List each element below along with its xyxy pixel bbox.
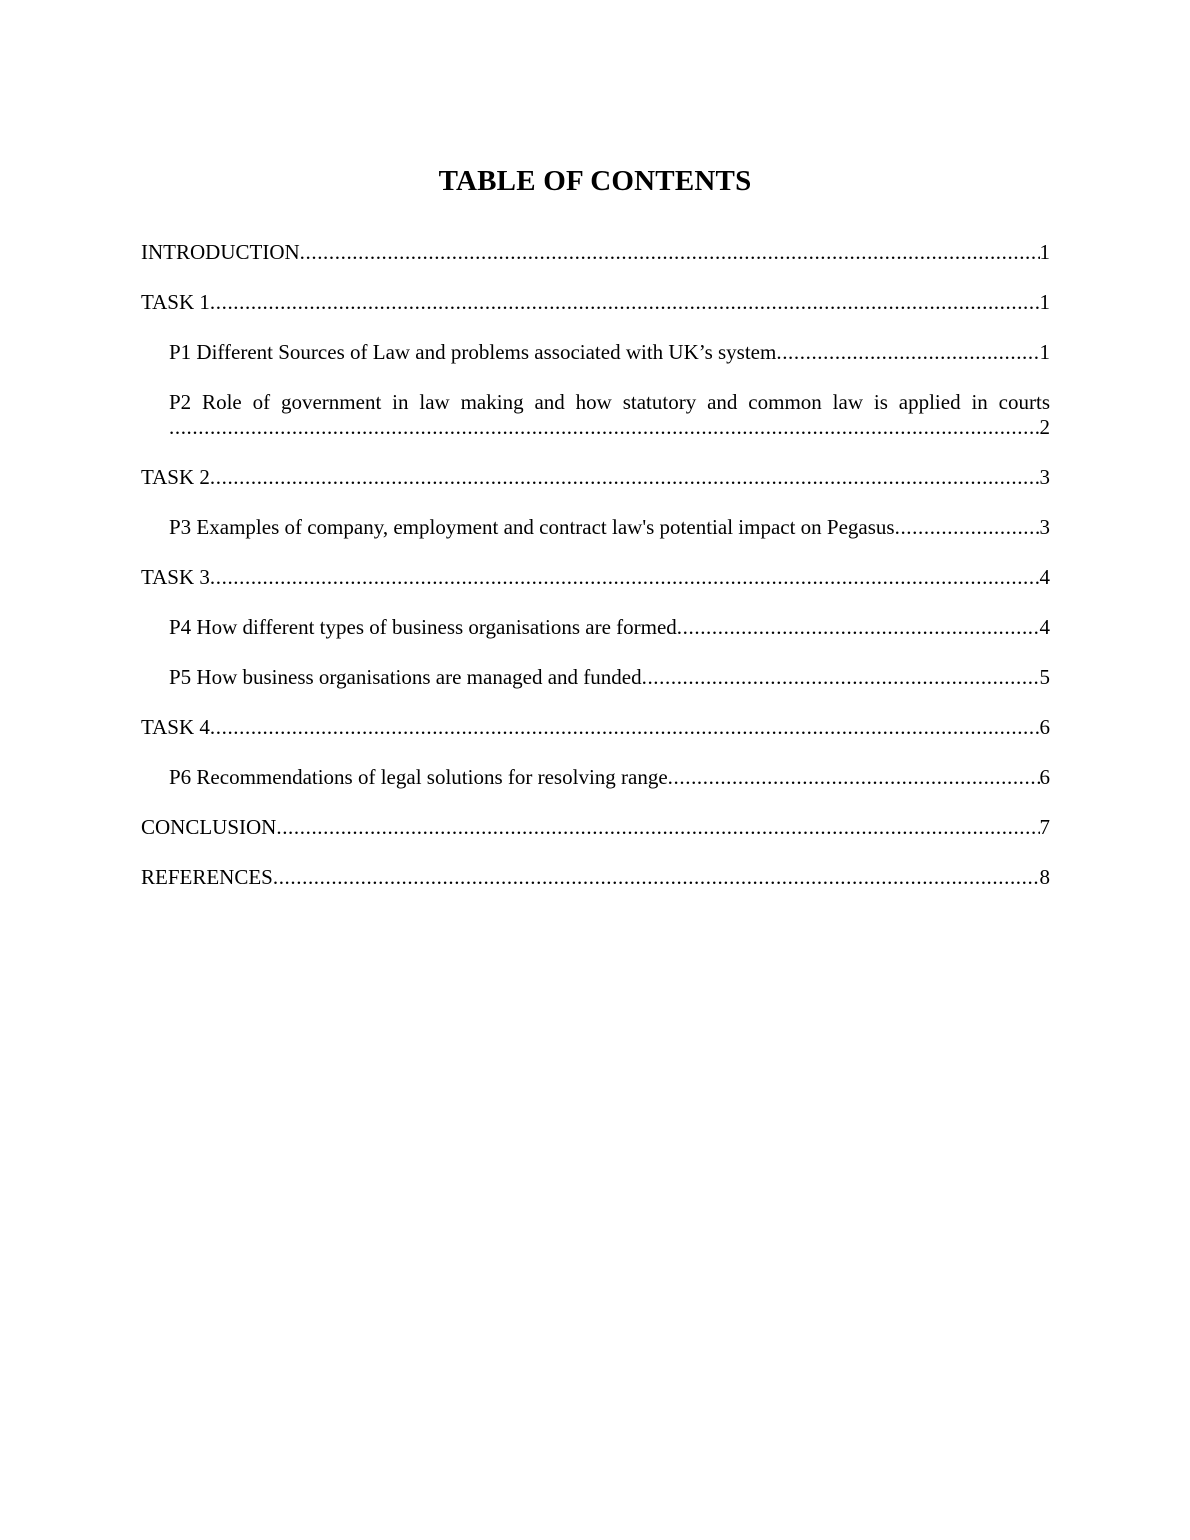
toc-entry-introduction[interactable] <box>141 240 1050 265</box>
toc-entry-label: TASK 2 <box>141 465 210 489</box>
toc-entry-label: TASK 1 <box>141 290 210 314</box>
toc-entry-label: P4 How different types of business organisations are formed <box>169 615 677 639</box>
toc-entry-label: P3 Examples of company, employment and contract law's potential impact on Pegasus <box>169 515 895 539</box>
toc-entry-task-4[interactable] <box>141 715 1050 740</box>
dot-leader <box>210 565 1040 590</box>
toc-entry-page: 8 <box>1039 865 1050 889</box>
toc-entry-page: 2 <box>1039 415 1050 439</box>
toc-list <box>141 240 1050 915</box>
dot-leader <box>169 415 1040 440</box>
dot-leader <box>210 465 1040 490</box>
toc-entry-label: TASK 3 <box>141 565 210 589</box>
dot-leader <box>273 865 1040 890</box>
toc-entry-page: 4 <box>1039 565 1050 589</box>
toc-entry-page: 1 <box>1039 240 1050 264</box>
toc-entry-task-3[interactable] <box>141 565 1050 590</box>
toc-entry-label: TASK 4 <box>141 715 210 739</box>
toc-entry-page: 7 <box>1039 815 1050 839</box>
dot-leader <box>677 615 1040 640</box>
toc-entry-task-1[interactable] <box>141 290 1050 315</box>
toc-entry-label: REFERENCES <box>141 865 273 889</box>
toc-entry-page: 6 <box>1039 715 1050 739</box>
toc-entry-label: P1 Different Sources of Law and problems associated with UK’s system <box>169 340 777 364</box>
toc-entry-page: 6 <box>1039 765 1050 789</box>
toc-entry-page: 1 <box>1039 290 1050 314</box>
toc-entry-p4[interactable] <box>141 615 1050 640</box>
dot-leader <box>276 815 1039 840</box>
dot-leader <box>210 715 1040 740</box>
dot-leader <box>210 290 1040 315</box>
toc-title: TABLE OF CONTENTS <box>438 165 752 197</box>
toc-entry-conclusion[interactable] <box>141 815 1050 840</box>
toc-entry-label: P6 Recommendations of legal solutions for resolving range <box>169 765 668 789</box>
toc-entry-page: 5 <box>1039 665 1050 689</box>
toc-entry-label: INTRODUCTION <box>141 240 300 264</box>
dot-leader <box>668 765 1040 790</box>
toc-entry-p3[interactable] <box>141 515 1050 540</box>
dot-leader <box>776 340 1039 365</box>
toc-entry-page: 4 <box>1039 615 1050 639</box>
toc-entry-p2[interactable] <box>141 390 1050 440</box>
toc-entry-label: P2 Role of government in law making and how statutory and common law is applied in courts <box>169 390 1050 414</box>
toc-entry-page: 3 <box>1039 465 1050 489</box>
dot-leader <box>642 665 1040 690</box>
toc-entry-task-2[interactable] <box>141 465 1050 490</box>
toc-entry-label: CONCLUSION <box>141 815 277 839</box>
dot-leader <box>895 515 1040 540</box>
toc-entry-page: 3 <box>1039 515 1050 539</box>
dot-leader <box>300 240 1040 265</box>
toc-entry-references[interactable] <box>141 865 1050 890</box>
toc-entry-p5[interactable] <box>141 665 1050 690</box>
toc-entry-p1[interactable] <box>141 340 1050 365</box>
toc-entry-label: P5 How business organisations are managed and funded <box>169 665 642 689</box>
toc-entry-p6[interactable] <box>141 765 1050 790</box>
toc-entry-page: 1 <box>1039 340 1050 364</box>
